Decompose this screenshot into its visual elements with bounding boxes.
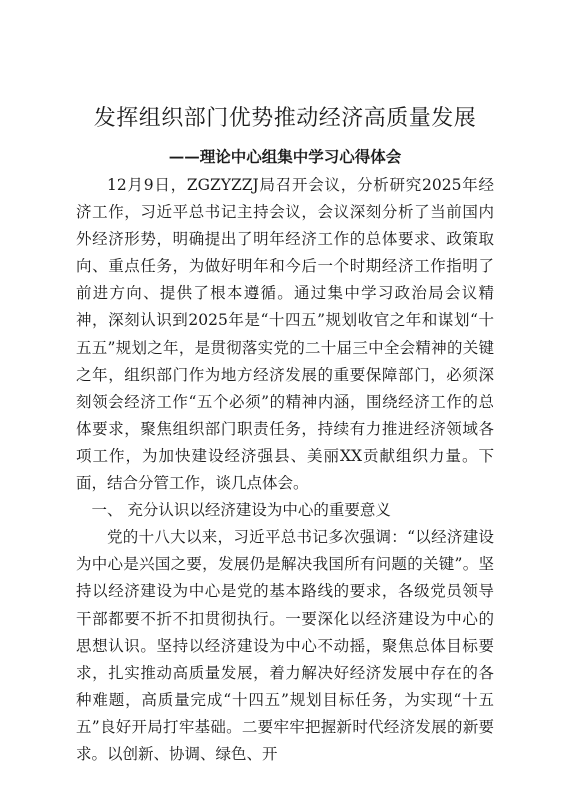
- section-heading: 一、 充分认识以经济建设为中心的重要意义: [91, 501, 391, 520]
- document-title: 发挥组织部门优势推动经济高质量发展: [93, 106, 477, 131]
- section-paragraph: 党的十八大以来，习近平总书记多次强调：“以经济建设为中心是兴国之要，发展仍是解决我国所有问题的关键”。坚持以经济建设为中心是党的基本路线的要求，各级党员领导干部都要不折不扣贯彻执行。一要深化以经济建设为中心的思想认识。坚持以经济建设为中心不动摇，聚焦总体目标要求，扎实推动高质量发展，着力解决好经济发展中存在的各种难题，高质量完成“十四五”规划目标任务，为实现“十五五”良好开局打牢基础。二要牢牢把握新时代经济发展的新要求。以创新、协调、绿色、开: [76, 528, 494, 763]
- intro-paragraph: 12月9日，ZGZYZZJ局召开会议，分析研究2025年经济工作，习近平总书记主持会议，会议深刻分析了当前国内外经济形势，明确提出了明年经济工作的总体要求、政策取向、重点任务，为做好明年和今后一个时期经济工作指明了前进方向、提供了根本遵循。通过集中学习政治局会议精神，深刻认识到2025年是“十四五”规划收官之年和谋划“十五五”规划之年，是贯彻落实党的二十届三中全会精神的关键之年，组织部门作为地方经济发展的重要保障部门，必须深刻领会经济工作“五个必须”的精神内涵，围绕经济工作的总体要求，聚焦组织部门职责任务，持续有力推进经济领域各项工作，为加快建设经济强县、美丽XX贡献组织力量。下面，结合分管工作，谈几点体会。: [76, 176, 494, 493]
- document-body: [76, 172, 494, 768]
- document-subtitle: ——理论中心组集中学习心得体会: [168, 147, 402, 166]
